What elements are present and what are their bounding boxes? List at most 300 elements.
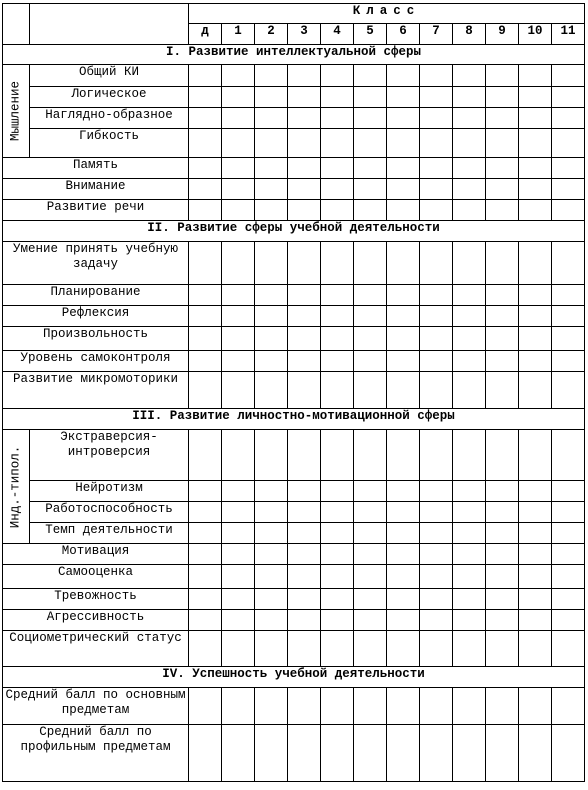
value-cell	[486, 631, 519, 667]
value-cell	[189, 351, 222, 372]
value-cell	[486, 430, 519, 481]
row-label: Развитие речи	[3, 200, 189, 221]
value-cell	[321, 631, 354, 667]
value-cell	[486, 565, 519, 589]
value-cell	[387, 242, 420, 285]
value-cell	[453, 87, 486, 108]
value-cell	[420, 87, 453, 108]
value-cell	[189, 631, 222, 667]
row-label: Самооценка	[3, 565, 189, 589]
row-label: Уровень самоконтроля	[3, 351, 189, 372]
value-cell	[552, 285, 585, 306]
value-cell	[255, 372, 288, 409]
value-cell	[189, 87, 222, 108]
value-cell	[420, 565, 453, 589]
row-label: Экстраверсия-интроверсия	[30, 430, 189, 481]
value-cell	[288, 129, 321, 158]
value-cell	[189, 610, 222, 631]
value-cell	[453, 306, 486, 327]
value-cell	[453, 108, 486, 129]
value-cell	[387, 372, 420, 409]
value-cell	[189, 65, 222, 87]
value-cell	[387, 351, 420, 372]
value-cell	[222, 610, 255, 631]
value-cell	[222, 725, 255, 782]
value-cell	[552, 327, 585, 351]
section-title: IV. Успешность учебной деятельности	[3, 667, 585, 688]
value-cell	[519, 523, 552, 544]
row-label: Мотивация	[3, 544, 189, 565]
value-cell	[387, 179, 420, 200]
value-cell	[519, 565, 552, 589]
row-label: Общий КИ	[30, 65, 189, 87]
value-cell	[387, 158, 420, 179]
value-cell	[189, 688, 222, 725]
value-cell	[552, 87, 585, 108]
value-cell	[519, 327, 552, 351]
value-cell	[354, 589, 387, 610]
value-cell	[420, 481, 453, 502]
value-cell	[552, 565, 585, 589]
value-cell	[420, 523, 453, 544]
value-cell	[354, 502, 387, 523]
value-cell	[255, 158, 288, 179]
value-cell	[453, 372, 486, 409]
value-cell	[420, 502, 453, 523]
value-cell	[321, 200, 354, 221]
value-cell	[354, 306, 387, 327]
value-cell	[387, 610, 420, 631]
value-cell	[288, 430, 321, 481]
section-title: I. Развитие интеллектуальной сферы	[3, 45, 585, 65]
column-header-5: 5	[354, 24, 387, 45]
value-cell	[420, 430, 453, 481]
value-cell	[519, 108, 552, 129]
value-cell	[486, 242, 519, 285]
value-cell	[387, 306, 420, 327]
value-cell	[552, 158, 585, 179]
value-cell	[387, 631, 420, 667]
value-cell	[189, 481, 222, 502]
value-cell	[420, 242, 453, 285]
value-cell	[519, 129, 552, 158]
value-cell	[420, 327, 453, 351]
value-cell	[552, 544, 585, 565]
value-cell	[288, 481, 321, 502]
value-cell	[453, 631, 486, 667]
row-label: Агрессивность	[3, 610, 189, 631]
value-cell	[453, 285, 486, 306]
value-cell	[453, 481, 486, 502]
value-cell	[486, 65, 519, 87]
value-cell	[387, 502, 420, 523]
class-header: Класс	[189, 4, 585, 24]
value-cell	[288, 108, 321, 129]
value-cell	[288, 631, 321, 667]
value-cell	[354, 65, 387, 87]
value-cell	[288, 610, 321, 631]
value-cell	[552, 129, 585, 158]
value-cell	[321, 589, 354, 610]
value-cell	[321, 565, 354, 589]
value-cell	[453, 688, 486, 725]
value-cell	[486, 87, 519, 108]
value-cell	[387, 129, 420, 158]
value-cell	[222, 87, 255, 108]
development-map-table	[2, 3, 585, 782]
value-cell	[255, 87, 288, 108]
value-cell	[288, 589, 321, 610]
value-cell	[321, 129, 354, 158]
row-label: Планирование	[3, 285, 189, 306]
value-cell	[288, 306, 321, 327]
value-cell	[288, 65, 321, 87]
value-cell	[387, 725, 420, 782]
value-cell	[453, 242, 486, 285]
row-label: Тревожность	[3, 589, 189, 610]
row-label: Произвольность	[3, 327, 189, 351]
value-cell	[321, 688, 354, 725]
value-cell	[420, 544, 453, 565]
value-cell	[288, 725, 321, 782]
value-cell	[387, 200, 420, 221]
value-cell	[552, 610, 585, 631]
value-cell	[453, 725, 486, 782]
value-cell	[288, 327, 321, 351]
value-cell	[321, 285, 354, 306]
value-cell	[354, 430, 387, 481]
value-cell	[420, 372, 453, 409]
value-cell	[354, 351, 387, 372]
value-cell	[486, 351, 519, 372]
value-cell	[420, 306, 453, 327]
value-cell	[420, 610, 453, 631]
value-cell	[486, 306, 519, 327]
row-label: Социометрический статус	[3, 631, 189, 667]
value-cell	[321, 327, 354, 351]
value-cell	[453, 565, 486, 589]
value-cell	[519, 306, 552, 327]
value-cell	[354, 372, 387, 409]
value-cell	[354, 688, 387, 725]
value-cell	[321, 502, 354, 523]
value-cell	[420, 200, 453, 221]
column-header-9: 9	[486, 24, 519, 45]
value-cell	[420, 65, 453, 87]
value-cell	[288, 502, 321, 523]
value-cell	[519, 430, 552, 481]
value-cell	[288, 565, 321, 589]
value-cell	[420, 631, 453, 667]
value-cell	[255, 610, 288, 631]
value-cell	[387, 65, 420, 87]
value-cell	[387, 688, 420, 725]
section-title: III. Развитие личностно-мотивационной сферы	[3, 409, 585, 430]
row-label: Внимание	[3, 179, 189, 200]
value-cell	[288, 351, 321, 372]
value-cell	[453, 523, 486, 544]
value-cell	[222, 372, 255, 409]
column-header-4: 4	[321, 24, 354, 45]
value-cell	[519, 87, 552, 108]
value-cell	[519, 200, 552, 221]
row-label: Развитие микромоторики	[3, 372, 189, 409]
value-cell	[189, 502, 222, 523]
value-cell	[486, 544, 519, 565]
value-cell	[387, 327, 420, 351]
value-cell	[222, 631, 255, 667]
value-cell	[189, 108, 222, 129]
value-cell	[387, 481, 420, 502]
value-cell	[387, 544, 420, 565]
row-label: Наглядно-образное	[30, 108, 189, 129]
value-cell	[354, 200, 387, 221]
value-cell	[420, 108, 453, 129]
value-cell	[321, 544, 354, 565]
value-cell	[453, 129, 486, 158]
value-cell	[486, 481, 519, 502]
value-cell	[552, 523, 585, 544]
value-cell	[222, 502, 255, 523]
column-header-8: 8	[453, 24, 486, 45]
value-cell	[288, 242, 321, 285]
value-cell	[222, 688, 255, 725]
value-cell	[453, 200, 486, 221]
value-cell	[486, 688, 519, 725]
value-cell	[189, 242, 222, 285]
value-cell	[420, 285, 453, 306]
value-cell	[255, 129, 288, 158]
value-cell	[387, 589, 420, 610]
value-cell	[552, 306, 585, 327]
value-cell	[519, 372, 552, 409]
value-cell	[255, 502, 288, 523]
value-cell	[222, 589, 255, 610]
row-label: Работоспособность	[30, 502, 189, 523]
value-cell	[189, 327, 222, 351]
value-cell	[519, 351, 552, 372]
value-cell	[321, 610, 354, 631]
value-cell	[387, 430, 420, 481]
value-cell	[519, 179, 552, 200]
value-cell	[486, 589, 519, 610]
value-cell	[486, 502, 519, 523]
value-cell	[354, 242, 387, 285]
row-label: Гибкость	[30, 129, 189, 158]
value-cell	[552, 372, 585, 409]
value-cell	[519, 544, 552, 565]
value-cell	[519, 589, 552, 610]
group-label-cell	[3, 65, 30, 158]
value-cell	[255, 179, 288, 200]
row-label: Умение принять учебную задачу	[3, 242, 189, 285]
value-cell	[255, 565, 288, 589]
value-cell	[552, 631, 585, 667]
value-cell	[321, 372, 354, 409]
value-cell	[552, 351, 585, 372]
value-cell	[255, 631, 288, 667]
value-cell	[354, 565, 387, 589]
value-cell	[354, 481, 387, 502]
corner-cell-a	[3, 4, 30, 45]
value-cell	[420, 725, 453, 782]
value-cell	[486, 129, 519, 158]
value-cell	[453, 179, 486, 200]
value-cell	[321, 179, 354, 200]
value-cell	[288, 179, 321, 200]
value-cell	[255, 65, 288, 87]
value-cell	[222, 65, 255, 87]
value-cell	[552, 242, 585, 285]
value-cell	[354, 87, 387, 108]
value-cell	[288, 544, 321, 565]
value-cell	[189, 200, 222, 221]
group-label-cell	[3, 430, 30, 544]
value-cell	[420, 129, 453, 158]
value-cell	[321, 523, 354, 544]
value-cell	[288, 372, 321, 409]
value-cell	[255, 544, 288, 565]
value-cell	[321, 481, 354, 502]
value-cell	[453, 158, 486, 179]
value-cell	[321, 108, 354, 129]
value-cell	[519, 688, 552, 725]
value-cell	[453, 502, 486, 523]
value-cell	[387, 523, 420, 544]
value-cell	[519, 158, 552, 179]
row-label: Средний балл по профильным предметам	[3, 725, 189, 782]
value-cell	[552, 481, 585, 502]
value-cell	[453, 327, 486, 351]
value-cell	[453, 430, 486, 481]
value-cell	[321, 65, 354, 87]
value-cell	[519, 481, 552, 502]
value-cell	[189, 430, 222, 481]
value-cell	[189, 372, 222, 409]
value-cell	[420, 589, 453, 610]
value-cell	[189, 544, 222, 565]
value-cell	[486, 523, 519, 544]
value-cell	[453, 589, 486, 610]
value-cell	[189, 285, 222, 306]
value-cell	[189, 589, 222, 610]
value-cell	[420, 158, 453, 179]
value-cell	[354, 285, 387, 306]
value-cell	[222, 351, 255, 372]
value-cell	[222, 129, 255, 158]
value-cell	[552, 725, 585, 782]
value-cell	[486, 179, 519, 200]
value-cell	[519, 242, 552, 285]
value-cell	[486, 610, 519, 631]
value-cell	[552, 502, 585, 523]
value-cell	[486, 285, 519, 306]
value-cell	[354, 158, 387, 179]
value-cell	[288, 87, 321, 108]
value-cell	[189, 158, 222, 179]
value-cell	[486, 327, 519, 351]
value-cell	[255, 327, 288, 351]
value-cell	[255, 200, 288, 221]
column-header-3: 3	[288, 24, 321, 45]
value-cell	[189, 179, 222, 200]
value-cell	[552, 179, 585, 200]
value-cell	[222, 481, 255, 502]
value-cell	[321, 242, 354, 285]
value-cell	[354, 725, 387, 782]
value-cell	[189, 129, 222, 158]
value-cell	[222, 158, 255, 179]
value-cell	[552, 65, 585, 87]
value-cell	[255, 523, 288, 544]
value-cell	[519, 610, 552, 631]
value-cell	[255, 351, 288, 372]
value-cell	[387, 108, 420, 129]
value-cell	[255, 589, 288, 610]
value-cell	[321, 351, 354, 372]
value-cell	[354, 327, 387, 351]
value-cell	[453, 351, 486, 372]
value-cell	[486, 108, 519, 129]
row-label: Рефлексия	[3, 306, 189, 327]
value-cell	[321, 158, 354, 179]
value-cell	[519, 65, 552, 87]
group-label: Мышление	[8, 80, 23, 142]
column-header-6: 6	[387, 24, 420, 45]
value-cell	[189, 523, 222, 544]
value-cell	[222, 242, 255, 285]
value-cell	[222, 285, 255, 306]
corner-cell-b	[30, 4, 189, 45]
value-cell	[222, 565, 255, 589]
value-cell	[519, 285, 552, 306]
row-label: Нейротизм	[30, 481, 189, 502]
value-cell	[255, 242, 288, 285]
value-cell	[519, 725, 552, 782]
value-cell	[453, 65, 486, 87]
column-header-1: 1	[222, 24, 255, 45]
column-header-2: 2	[255, 24, 288, 45]
value-cell	[222, 523, 255, 544]
column-header-10: 10	[519, 24, 552, 45]
value-cell	[354, 610, 387, 631]
column-header-d: д	[189, 24, 222, 45]
value-cell	[222, 544, 255, 565]
value-cell	[321, 87, 354, 108]
value-cell	[255, 285, 288, 306]
value-cell	[486, 725, 519, 782]
value-cell	[222, 200, 255, 221]
value-cell	[189, 306, 222, 327]
value-cell	[354, 523, 387, 544]
value-cell	[255, 430, 288, 481]
value-cell	[189, 725, 222, 782]
value-cell	[354, 179, 387, 200]
group-label: Инд.-типол.	[8, 445, 23, 528]
value-cell	[222, 430, 255, 481]
value-cell	[387, 285, 420, 306]
value-cell	[453, 544, 486, 565]
value-cell	[288, 200, 321, 221]
value-cell	[552, 108, 585, 129]
value-cell	[222, 306, 255, 327]
value-cell	[255, 108, 288, 129]
value-cell	[354, 129, 387, 158]
value-cell	[288, 158, 321, 179]
row-label: Логическое	[30, 87, 189, 108]
value-cell	[387, 87, 420, 108]
value-cell	[354, 544, 387, 565]
